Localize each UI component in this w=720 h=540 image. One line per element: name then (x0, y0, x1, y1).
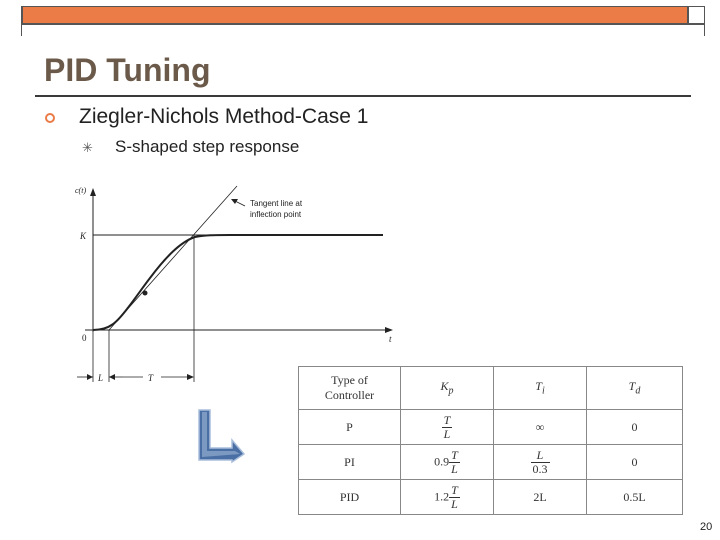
row-td-cell: 0.5L (587, 480, 683, 515)
origin-label: 0 (82, 333, 87, 343)
zn-tuning-table (298, 366, 683, 515)
row-td-cell: 0 (587, 445, 683, 480)
inflection-point (143, 291, 148, 296)
row-kp-cell: 0.9 $\frac{T}{L}$ (401, 445, 494, 480)
row-ti-cell: $\frac{L}{0.3}$ (494, 445, 587, 480)
table-row (299, 480, 683, 515)
header-right-edge (704, 6, 705, 36)
y-axis-arrow-icon (90, 188, 96, 196)
title-underline (35, 95, 691, 97)
tangent-annotation-line2: inflection point (250, 210, 302, 219)
T-arrow-icon (187, 374, 194, 380)
row-kp-cell: $\frac{T}{L}$ (401, 410, 494, 445)
header-corner-box (688, 6, 705, 24)
L-arrow-icon (87, 374, 93, 380)
bullet-text-level2: S-shaped step response (115, 137, 300, 156)
slide-title: PID Tuning (44, 52, 211, 88)
bullet-text-level1: Ziegler-Nichols Method-Case 1 (79, 105, 369, 128)
header-rule (22, 24, 705, 25)
x-axis-arrow-icon (385, 327, 393, 333)
k-label: K (80, 231, 87, 241)
table-row (299, 445, 683, 480)
row-ti-cell: ∞ (494, 410, 587, 445)
step-response-graph (65, 182, 405, 392)
tangent-annotation-line1: Tangent line at (250, 199, 303, 208)
header-left-edge (21, 6, 22, 36)
row-type-cell: PI (299, 445, 401, 480)
time-axis-label: t (389, 334, 392, 344)
header-accent-bar (22, 6, 688, 24)
table-row (299, 410, 683, 445)
row-ti-cell: 2L (494, 480, 587, 515)
header-kp-cell: $K_p$ (401, 367, 494, 410)
sub-bullet-icon: ✳ (82, 140, 93, 155)
T-label: T (148, 373, 154, 383)
header-td-cell: $T_d$ (587, 367, 683, 410)
row-kp-cell: 1.2 $\frac{T}{L}$ (401, 480, 494, 515)
row-type-cell: P (299, 410, 401, 445)
L-label: L (98, 373, 104, 383)
down-right-arrow-icon (196, 408, 246, 464)
circle-bullet-icon (45, 113, 55, 123)
header-ti-cell: $T_i$ (494, 367, 587, 410)
tangent-line (109, 186, 237, 330)
row-type-cell: PID (299, 480, 401, 515)
header-type-line2: Controller (324, 388, 375, 402)
annotation-pointer-icon (231, 199, 238, 204)
y-axis-label: c(t) (75, 186, 87, 195)
header-type-cell (299, 367, 401, 410)
step-response-curve (93, 235, 383, 330)
header-type-line1: Type of (331, 373, 368, 387)
table-header-row (299, 367, 683, 410)
row-td-cell: 0 (587, 410, 683, 445)
page-number: 20 (700, 521, 713, 533)
